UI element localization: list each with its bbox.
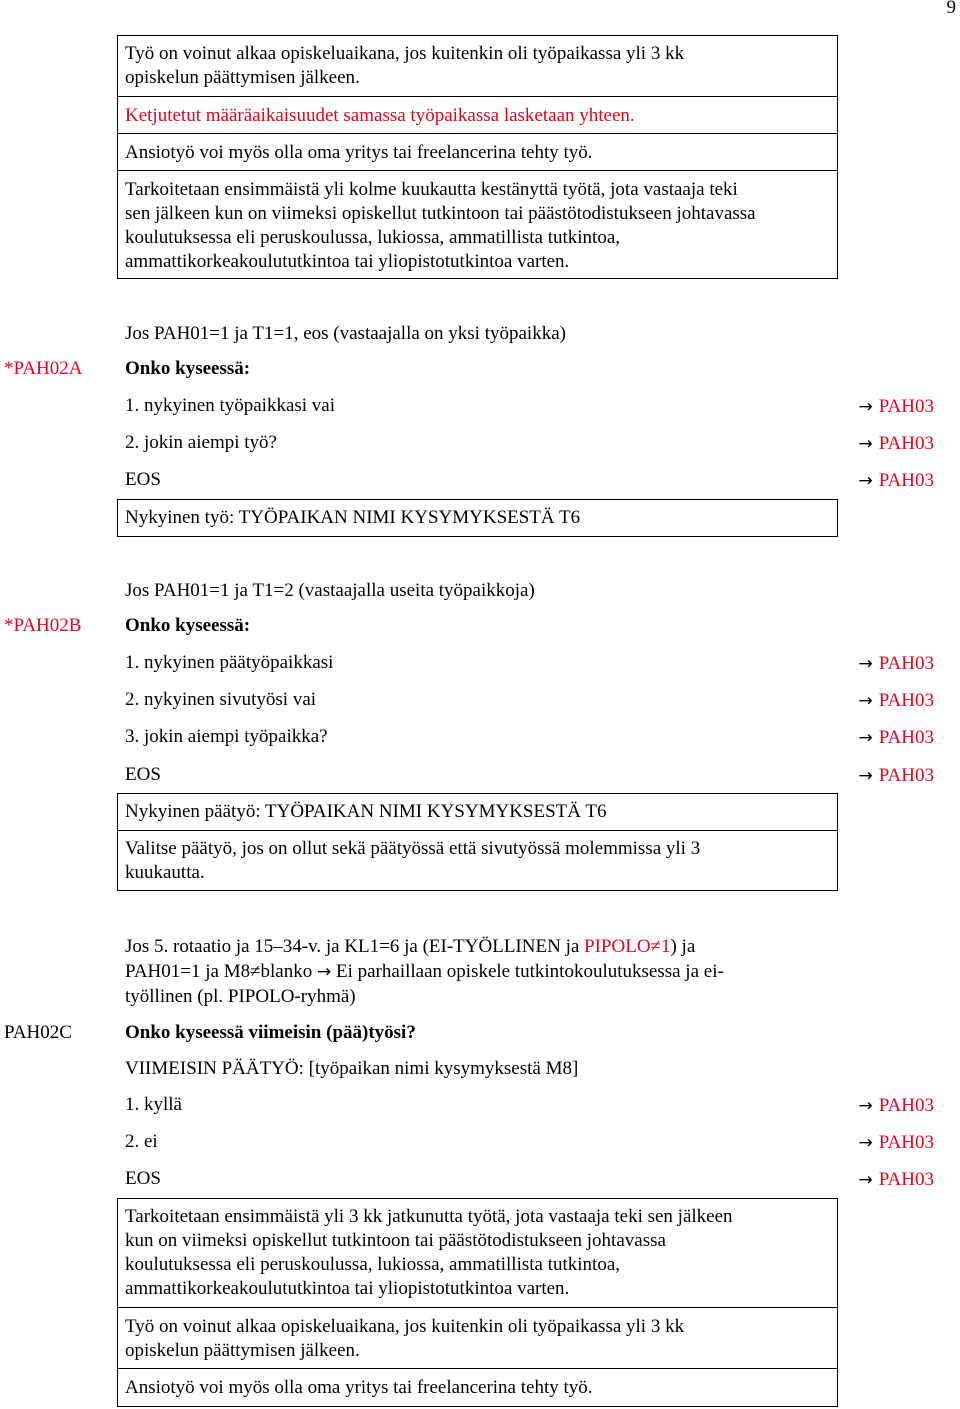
question-id: *PAH02A [4, 358, 83, 379]
arrow-icon: → [858, 1133, 873, 1153]
arrow-icon: → [858, 1096, 873, 1116]
arrow-icon: → [858, 397, 873, 417]
route-label: PAH03 [878, 433, 934, 454]
condition-text: Jos PAH01=1 ja T1=1, eos (vastaajalla on yksi työpaikka) [125, 323, 566, 344]
freelance-note: Ansiotyö voi myös olla oma yritys tai freelancerina tehty työ. [125, 1377, 593, 1398]
page-number: 9 [946, 0, 956, 18]
divider [117, 830, 838, 831]
route-label: PAH03 [878, 653, 934, 674]
route-target [858, 1131, 934, 1155]
arrow-icon: → [858, 1170, 873, 1190]
definition-line: Tarkoitetaan ensimmäistä yli 3 kk jatkunutta työtä, jota vastaaja teki sen jälkeen [125, 1206, 733, 1227]
question-text: Onko kyseessä viimeisin (pää)työsi? [125, 1022, 416, 1043]
condition-part: PAH01=1 ja M8≠blanko [125, 961, 317, 982]
arrow-icon: → [858, 728, 873, 748]
note-text: Valitse päätyö, jos on ollut sekä päätyössä että sivutyössä molemmissa yli 3 [125, 838, 701, 859]
red-note: Ketjutetut määräaikaisuudet samassa työpaikassa lasketaan yhteen. [125, 105, 635, 126]
route-label: PAH03 [878, 1132, 934, 1153]
question-text: Onko kyseessä: [125, 615, 251, 636]
answer-option: EOS [125, 764, 161, 785]
condition-text [125, 960, 724, 984]
route-label: PAH03 [878, 396, 934, 417]
arrow-icon: → [858, 691, 873, 711]
definition-line: kun on viimeksi opiskellut tutkintoon tai päästötodistukseen johtavassa [125, 1230, 666, 1251]
answer-option: 3. jokin aiempi työpaikka? [125, 726, 328, 747]
divider [117, 96, 838, 97]
route-label: PAH03 [878, 470, 934, 491]
divider [117, 170, 838, 171]
answer-option: 2. ei [125, 1131, 158, 1152]
freelance-note: Ansiotyö voi myös olla oma yritys tai freelancerina tehty työ. [125, 142, 593, 163]
question-id: PAH02C [4, 1022, 72, 1043]
divider [117, 133, 838, 134]
route-target [858, 1168, 934, 1192]
note-text: kuukautta. [125, 862, 205, 883]
route-target [858, 1094, 934, 1118]
answer-option: EOS [125, 1168, 161, 1189]
answer-option: 1. kyllä [125, 1094, 182, 1115]
route-target [858, 764, 934, 788]
answer-option: EOS [125, 469, 161, 490]
arrow-icon: → [858, 434, 873, 454]
arrow-icon: → [858, 654, 873, 674]
definition-line: sen jälkeen kun on viimeksi opiskellut tutkintoon tai päästötodistukseen johtavassa [125, 203, 756, 224]
condition-text: Jos PAH01=1 ja T1=2 (vastaajalla useita työpaikkoja) [125, 580, 535, 601]
condition-part: ) ja [670, 936, 696, 957]
divider [117, 1307, 838, 1308]
definition-line: koulutuksessa eli peruskoulussa, lukiossa, ammatillista tutkintoa, [125, 1254, 621, 1275]
condition-text: työllinen (pl. PIPOLO-ryhmä) [125, 986, 356, 1007]
route-label: PAH03 [878, 1095, 934, 1116]
route-target [858, 395, 934, 419]
route-target [858, 689, 934, 713]
condition-part: Ei parhaillaan opiskele tutkintokoulutuksessa ja ei- [331, 961, 724, 982]
route-label: PAH03 [878, 765, 934, 786]
route-label: PAH03 [878, 1169, 934, 1190]
arrow-icon: → [858, 471, 873, 491]
arrow-icon: → [858, 766, 873, 786]
note-text: Nykyinen työ: TYÖPAIKAN NIMI KYSYMYKSESTÄ T6 [125, 507, 581, 528]
definition-line: Tarkoitetaan ensimmäistä yli kolme kuukautta kestänyttä työtä, jota vastaaja teki [125, 179, 738, 200]
definition-line: ammattikorkeakoulututkintoa tai yliopistotutkintoa varten. [125, 251, 570, 272]
arrow-icon: → [316, 962, 332, 982]
condition-part: Jos 5. rotaatio ja 15–34-v. ja KL1=6 ja (EI-TYÖLLINEN ja [125, 936, 585, 957]
route-label: PAH03 [878, 727, 934, 748]
note-line: Työ on voinut alkaa opiskeluaikana, jos kuitenkin oli työpaikassa yli 3 kk [125, 43, 685, 64]
note-line: opiskelun päättymisen jälkeen. [125, 67, 360, 88]
question-text: Onko kyseessä: [125, 358, 251, 379]
note-line: Työ on voinut alkaa opiskeluaikana, jos kuitenkin oli työpaikassa yli 3 kk [125, 1316, 685, 1337]
condition-highlight: PIPOLO≠1 [584, 936, 671, 957]
answer-option: 2. nykyinen sivutyösi vai [125, 689, 317, 710]
route-target [858, 432, 934, 456]
answer-option: 1. nykyinen päätyöpaikkasi [125, 652, 334, 673]
answer-option: 1. nykyinen työpaikkasi vai [125, 395, 336, 416]
condition-text [125, 935, 695, 959]
route-target [858, 652, 934, 676]
divider [117, 1368, 838, 1369]
question-id: *PAH02B [4, 615, 82, 636]
answer-option: 2. jokin aiempi työ? [125, 432, 277, 453]
note-line: opiskelun päättymisen jälkeen. [125, 1340, 360, 1361]
route-target [858, 469, 934, 493]
route-target [858, 726, 934, 750]
route-label: PAH03 [878, 690, 934, 711]
definition-line: ammattikorkeakoulututkintoa tai yliopistotutkintoa varten. [125, 1278, 570, 1299]
latest-job-text: VIIMEISIN PÄÄTYÖ: [työpaikan nimi kysymyksestä M8] [125, 1058, 579, 1079]
note-text: Nykyinen päätyö: TYÖPAIKAN NIMI KYSYMYKSESTÄ T6 [125, 801, 607, 822]
definition-line: koulutuksessa eli peruskoulussa, lukiossa, ammatillista tutkintoa, [125, 227, 621, 248]
